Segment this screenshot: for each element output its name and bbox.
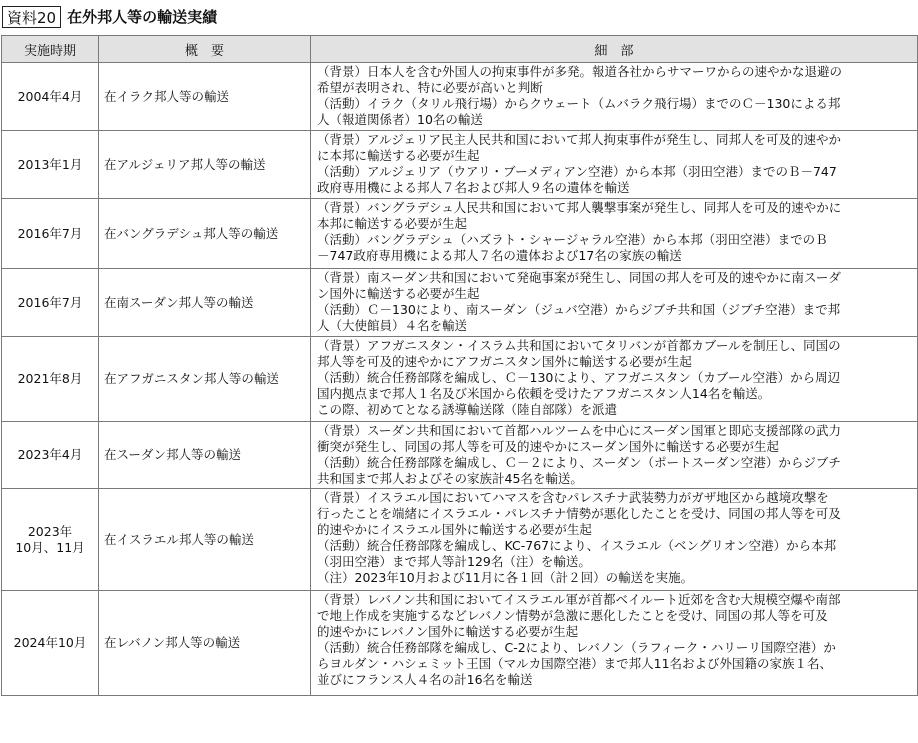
detail-line: （活動）バングラデシュ（ハズラト・シャージャラル空港）から本邦（羽田空港）までのＢ: [317, 232, 828, 247]
detail-line: （活動）アルジェリア（ウアリ・ブーメディアン空港）から本邦（羽田空港）までのＢ－747: [317, 164, 837, 179]
cell-summary: 在南スーダン邦人等の輸送: [99, 269, 311, 337]
detail-line: 政府専用機による邦人７名および邦人９名の遺体を輸送: [317, 180, 630, 195]
detail-line: （背景）アルジェリア民主人民共和国において邦人拘束事件が発生し、同邦人を可及的速やか: [317, 132, 841, 147]
date-text: 2004年4月: [17, 88, 83, 104]
date-text: 2021年8月: [17, 371, 83, 386]
detail-line: （活動）イラク（タリル飛行場）からクウェート（ムバラク飛行場）までのＣ－130による邦: [317, 96, 841, 111]
detail-line: 人（大使館員）４名を輸送: [317, 318, 468, 333]
cell-date: [2, 131, 99, 199]
detail-line: 的速やかにイスラエル国外に輸送する必要が生起: [317, 522, 592, 537]
detail-line: らヨルダン・ハシェミット王国（マルカ国際空港）まで邦人11名および外国籍の家族１名、: [317, 656, 833, 671]
table-row: [2, 63, 918, 131]
date-text: 10月、11月: [15, 539, 85, 555]
cell-date: [2, 489, 99, 591]
detail-line: ン国外に輸送する必要が生起: [317, 286, 480, 301]
cell-summary: 在バングラデシュ邦人等の輸送: [99, 199, 311, 269]
table-row: [2, 489, 918, 591]
detail-line: 的速やかにレバノン国外に輸送する必要が生起: [317, 624, 579, 639]
detail-line: で地上作成を実施するなどレバノン情勢が急激に悪化したことを受け、同国の邦人等を可及: [317, 608, 828, 623]
detail-line: （活動）統合任務部隊を編成し、Ｃ－130により、アフガニスタン（カブール空港）から周辺: [317, 370, 841, 385]
date-text: 2013年1月: [17, 156, 83, 172]
table-row: [2, 337, 918, 422]
table-row: [2, 591, 918, 696]
table-row: [2, 131, 918, 199]
detail-line: 国内拠点まで邦人１名及び米国から依頼を受けたアフガニスタン人14名を輸送。: [317, 386, 771, 401]
detail-line: （背景）バングラデシュ人民共和国において邦人襲撃事案が発生し、同邦人を可及的速やかに: [317, 200, 842, 215]
detail-line: （活動）統合任務部隊を編成し、KC-767により、イスラエル（ベングリオン空港）から本邦: [317, 538, 837, 553]
detail-line: この際、初めてとなる誘導輸送隊（陸自部隊）を派遣: [317, 402, 618, 417]
cell-detail: [311, 269, 918, 337]
cell-detail: [311, 199, 918, 269]
cell-detail: [311, 591, 918, 696]
cell-date: [2, 63, 99, 131]
detail-line: 希望が表明され、特に必要が高いと判断: [317, 80, 543, 95]
detail-line: （注）2023年10月および11月に各１回（計２回）の輸送を実施。: [317, 570, 694, 585]
table-header-row: [2, 36, 918, 63]
cell-summary: 在レバノン邦人等の輸送: [99, 591, 311, 696]
detail-line: （羽田空港）まで邦人等計129名（注）を輸送。: [317, 554, 591, 569]
detail-line: に本邦に輸送する必要が生起: [317, 148, 480, 163]
date-text: 2024年10月: [13, 635, 87, 650]
column-header-summary: 概 要: [99, 36, 311, 63]
detail-line: （背景）スーダン共和国において首都ハルツームを中心にスーダン国軍と即応支援部隊の武力: [317, 423, 842, 438]
cell-detail: [311, 131, 918, 199]
column-header-date: 実施時期: [2, 36, 99, 63]
cell-date: [2, 591, 99, 696]
cell-detail: [311, 63, 918, 131]
detail-line: （背景）アフガニスタン・イスラム共和国においてタリバンが首都カブールを制圧し、同国の: [317, 338, 841, 353]
date-text: 2016年7月: [17, 225, 83, 241]
table-row: [2, 199, 918, 269]
date-text: 2016年7月: [17, 294, 83, 310]
detail-line: －747政府専用機による邦人７名の遺体および17名の家族の輸送: [317, 248, 682, 263]
cell-summary: 在スーダン邦人等の輸送: [99, 422, 311, 489]
cell-detail: [311, 422, 918, 489]
date-text: 2023年: [27, 523, 73, 539]
detail-line: 本邦に輸送する必要が生起: [317, 216, 468, 231]
detail-line: （活動）Ｃ－130により、南スーダン（ジュバ空港）からジブチ共和国（ジブチ空港）まで邦: [317, 302, 841, 317]
cell-date: [2, 199, 99, 269]
table-row: [2, 422, 918, 489]
detail-line: 邦人等を可及的速やかにアフガニスタン国外に輸送する必要が生起: [317, 354, 692, 369]
detail-line: 人（報道関係者）10名の輸送: [317, 112, 483, 127]
cell-date: [2, 422, 99, 489]
cell-summary: 在アルジェリア邦人等の輸送: [99, 131, 311, 199]
date-text: 2023年4月: [17, 447, 83, 462]
detail-line: （背景）レバノン共和国においてイスラエル軍が首都ベイルート近郊を含む大規模空爆や南部: [317, 592, 841, 607]
cell-summary: 在イスラエル邦人等の輸送: [99, 489, 311, 591]
cell-summary: 在イラク邦人等の輸送: [99, 63, 311, 131]
table-row: [2, 269, 918, 337]
document-label: 資料20: [2, 6, 61, 28]
document-title: 在外邦人等の輸送実績: [67, 8, 218, 26]
column-header-detail: 細 部: [311, 36, 918, 63]
detail-line: （背景）日本人を含む外国人の拘束事件が多発。報道各社からサマーワからの速やかな退避の: [317, 64, 843, 79]
cell-detail: [311, 489, 918, 591]
detail-line: 行ったことを端緒にイスラエル・パレスチナ情勢が悪化したことを受け、同国の邦人等を可及: [317, 506, 841, 521]
detail-line: （背景）南スーダン共和国において発砲事案が発生し、同国の邦人を可及的速やかに南スーダ: [317, 270, 841, 285]
transport-record-table: [1, 35, 918, 696]
detail-line: 並びにフランス人４名の計16名を輸送: [317, 672, 533, 687]
detail-line: （活動）統合任務部隊を編成し、C-2により、レバノン（ラフィーク・ハリーリ国際空港）か: [317, 640, 836, 655]
detail-line: （背景）イスラエル国においてハマスを含むパレスチナ武装勢力がガザ地区から越境攻撃を: [317, 490, 829, 505]
document-header: [2, 4, 217, 30]
cell-summary: 在アフガニスタン邦人等の輸送: [99, 337, 311, 422]
cell-date: [2, 337, 99, 422]
detail-line: （活動）統合任務部隊を編成し、Ｃ－２により、スーダン（ポートスーダン空港）からジブチ: [317, 455, 841, 470]
cell-date: [2, 269, 99, 337]
detail-line: 衝突が発生し、同国の邦人等を可及的速やかにスーダン国外に輸送する必要が生起: [317, 439, 780, 454]
detail-line: 共和国まで邦人およびその家族計45名を輸送。: [317, 471, 583, 486]
cell-detail: [311, 337, 918, 422]
